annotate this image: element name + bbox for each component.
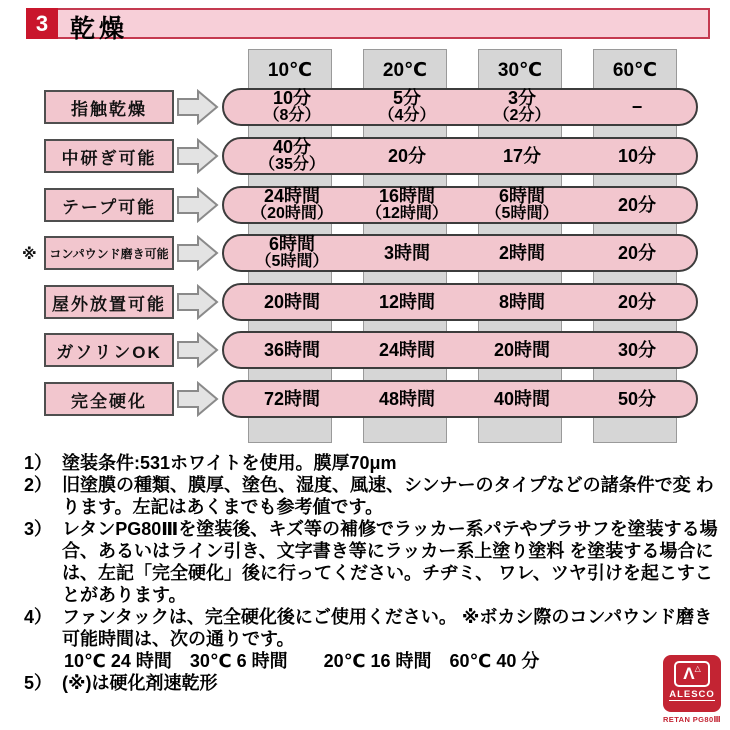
note-mark-asterisk: ※ [22,246,37,263]
timing-cell: 16時間 （12時間） [366,186,448,222]
row-label: ガソリンOK [44,333,174,367]
logo-product-name: RETAN PG80Ⅲ [662,715,722,724]
timing-cell: 8時間 [498,291,545,312]
timing-cell: 40時間 [493,388,551,409]
note-text: (※)は硬化剤速乾形 [62,673,218,693]
timing-pill [222,331,698,369]
lambda-mark-icon: Λ △ [674,661,710,687]
row-label: コンパウンド磨き可能 [44,236,174,270]
timing-cell: 10分 [617,145,657,166]
temp-header: 10℃ [267,60,313,81]
timing-cell: 40分 （35分） [259,137,325,173]
timing-cell: 20時間 [493,339,551,360]
timing-cell: 17分 [502,145,542,166]
note-item [24,518,718,606]
timing-cell: − [631,96,643,117]
note-text: レタンPG80Ⅲを塗装後、キズ等の補修でラッカー系パテやプラサフを塗装する場合、あるいはライン引き、文字書き等にラッカー系上塗り塗料 を塗装する場合には、左記「完全硬化」後に行ってください。チヂミ、 ワレ、ツヤ引けを起こすことがあります。 [62,519,718,605]
timing-pill [222,186,698,224]
arrow-right-icon [177,332,219,368]
row-label: 指触乾燥 [44,90,174,124]
arrow-right-icon [177,187,219,223]
note-item [24,474,718,518]
timing-cell: 20分 [617,291,657,312]
timing-pill [222,88,698,126]
note-text: 塗装条件:531ホワイトを使用。膜厚70μm [62,453,397,473]
arrow-right-icon [177,138,219,174]
note-subline: 10℃ 24 時間 30℃ 6 時間 20℃ 16 時間 60℃ 40 分 [64,651,540,671]
timing-cell: 36時間 [263,339,321,360]
note-text: 旧塗膜の種類、膜厚、塗色、湿度、風速、シンナーのタイプなどの諸条件で変 わります。左記はあくまでも参考値です。 [62,475,714,517]
timing-pill [222,137,698,175]
note-text: ファンタックは、完全硬化後にご使用ください。 ※ボカシ際のコンパウンド磨き可能時間は、次の通りです。 [62,607,713,649]
timing-cell: 6時間 （5時間） [255,234,329,270]
timing-cell: 20分 [617,242,657,263]
temp-header: 60℃ [612,60,658,81]
note-number: 1） [24,453,53,473]
section-number-badge: 3 [26,8,58,39]
note-item [24,452,718,474]
row-label: 完全硬化 [44,382,174,416]
alesco-logo [660,655,724,724]
timing-cell: 12時間 [378,291,436,312]
note-number: 4） [24,607,53,627]
logo-box [663,655,721,712]
timing-cell: 24時間 [378,339,436,360]
row-label: 屋外放置可能 [44,285,174,319]
footnotes [24,452,718,694]
timing-cell: 48時間 [378,388,436,409]
section-title: 乾燥 [70,15,129,43]
note-item [24,606,718,650]
timing-cell: 6時間 （5時間） [485,186,559,222]
row-label: 中研ぎ可能 [44,139,174,173]
arrow-right-icon [177,89,219,125]
timing-cell: 50分 [617,388,657,409]
timing-cell: 10分 （8分） [263,88,321,124]
timing-cell: 72時間 [263,388,321,409]
temp-header: 30℃ [497,60,543,81]
timing-pill [222,234,698,272]
arrow-right-icon [177,235,219,271]
temp-header: 20℃ [382,60,428,81]
note-item [24,672,718,694]
timing-pill [222,380,698,418]
timing-cell: 20分 [617,194,657,215]
timing-cell: 3時間 [383,242,430,263]
timing-cell: 30分 [617,339,657,360]
arrow-right-icon [177,381,219,417]
note-number: 3） [24,519,53,539]
timing-pill [222,283,698,321]
note-number: 5） [24,673,53,693]
timing-cell: 20時間 [263,291,321,312]
timing-cell: 20分 [387,145,427,166]
arrow-right-icon [177,284,219,320]
row-label: テープ可能 [44,188,174,222]
section-banner [26,8,710,39]
note-number: 2） [24,475,53,495]
timing-cell: 3分 （2分） [493,88,551,124]
timing-cell: 2時間 [498,242,545,263]
logo-brand-text: ALESCO [669,689,715,700]
timing-cell: 24時間 （20時間） [251,186,333,222]
timing-cell: 5分 （4分） [378,88,436,124]
